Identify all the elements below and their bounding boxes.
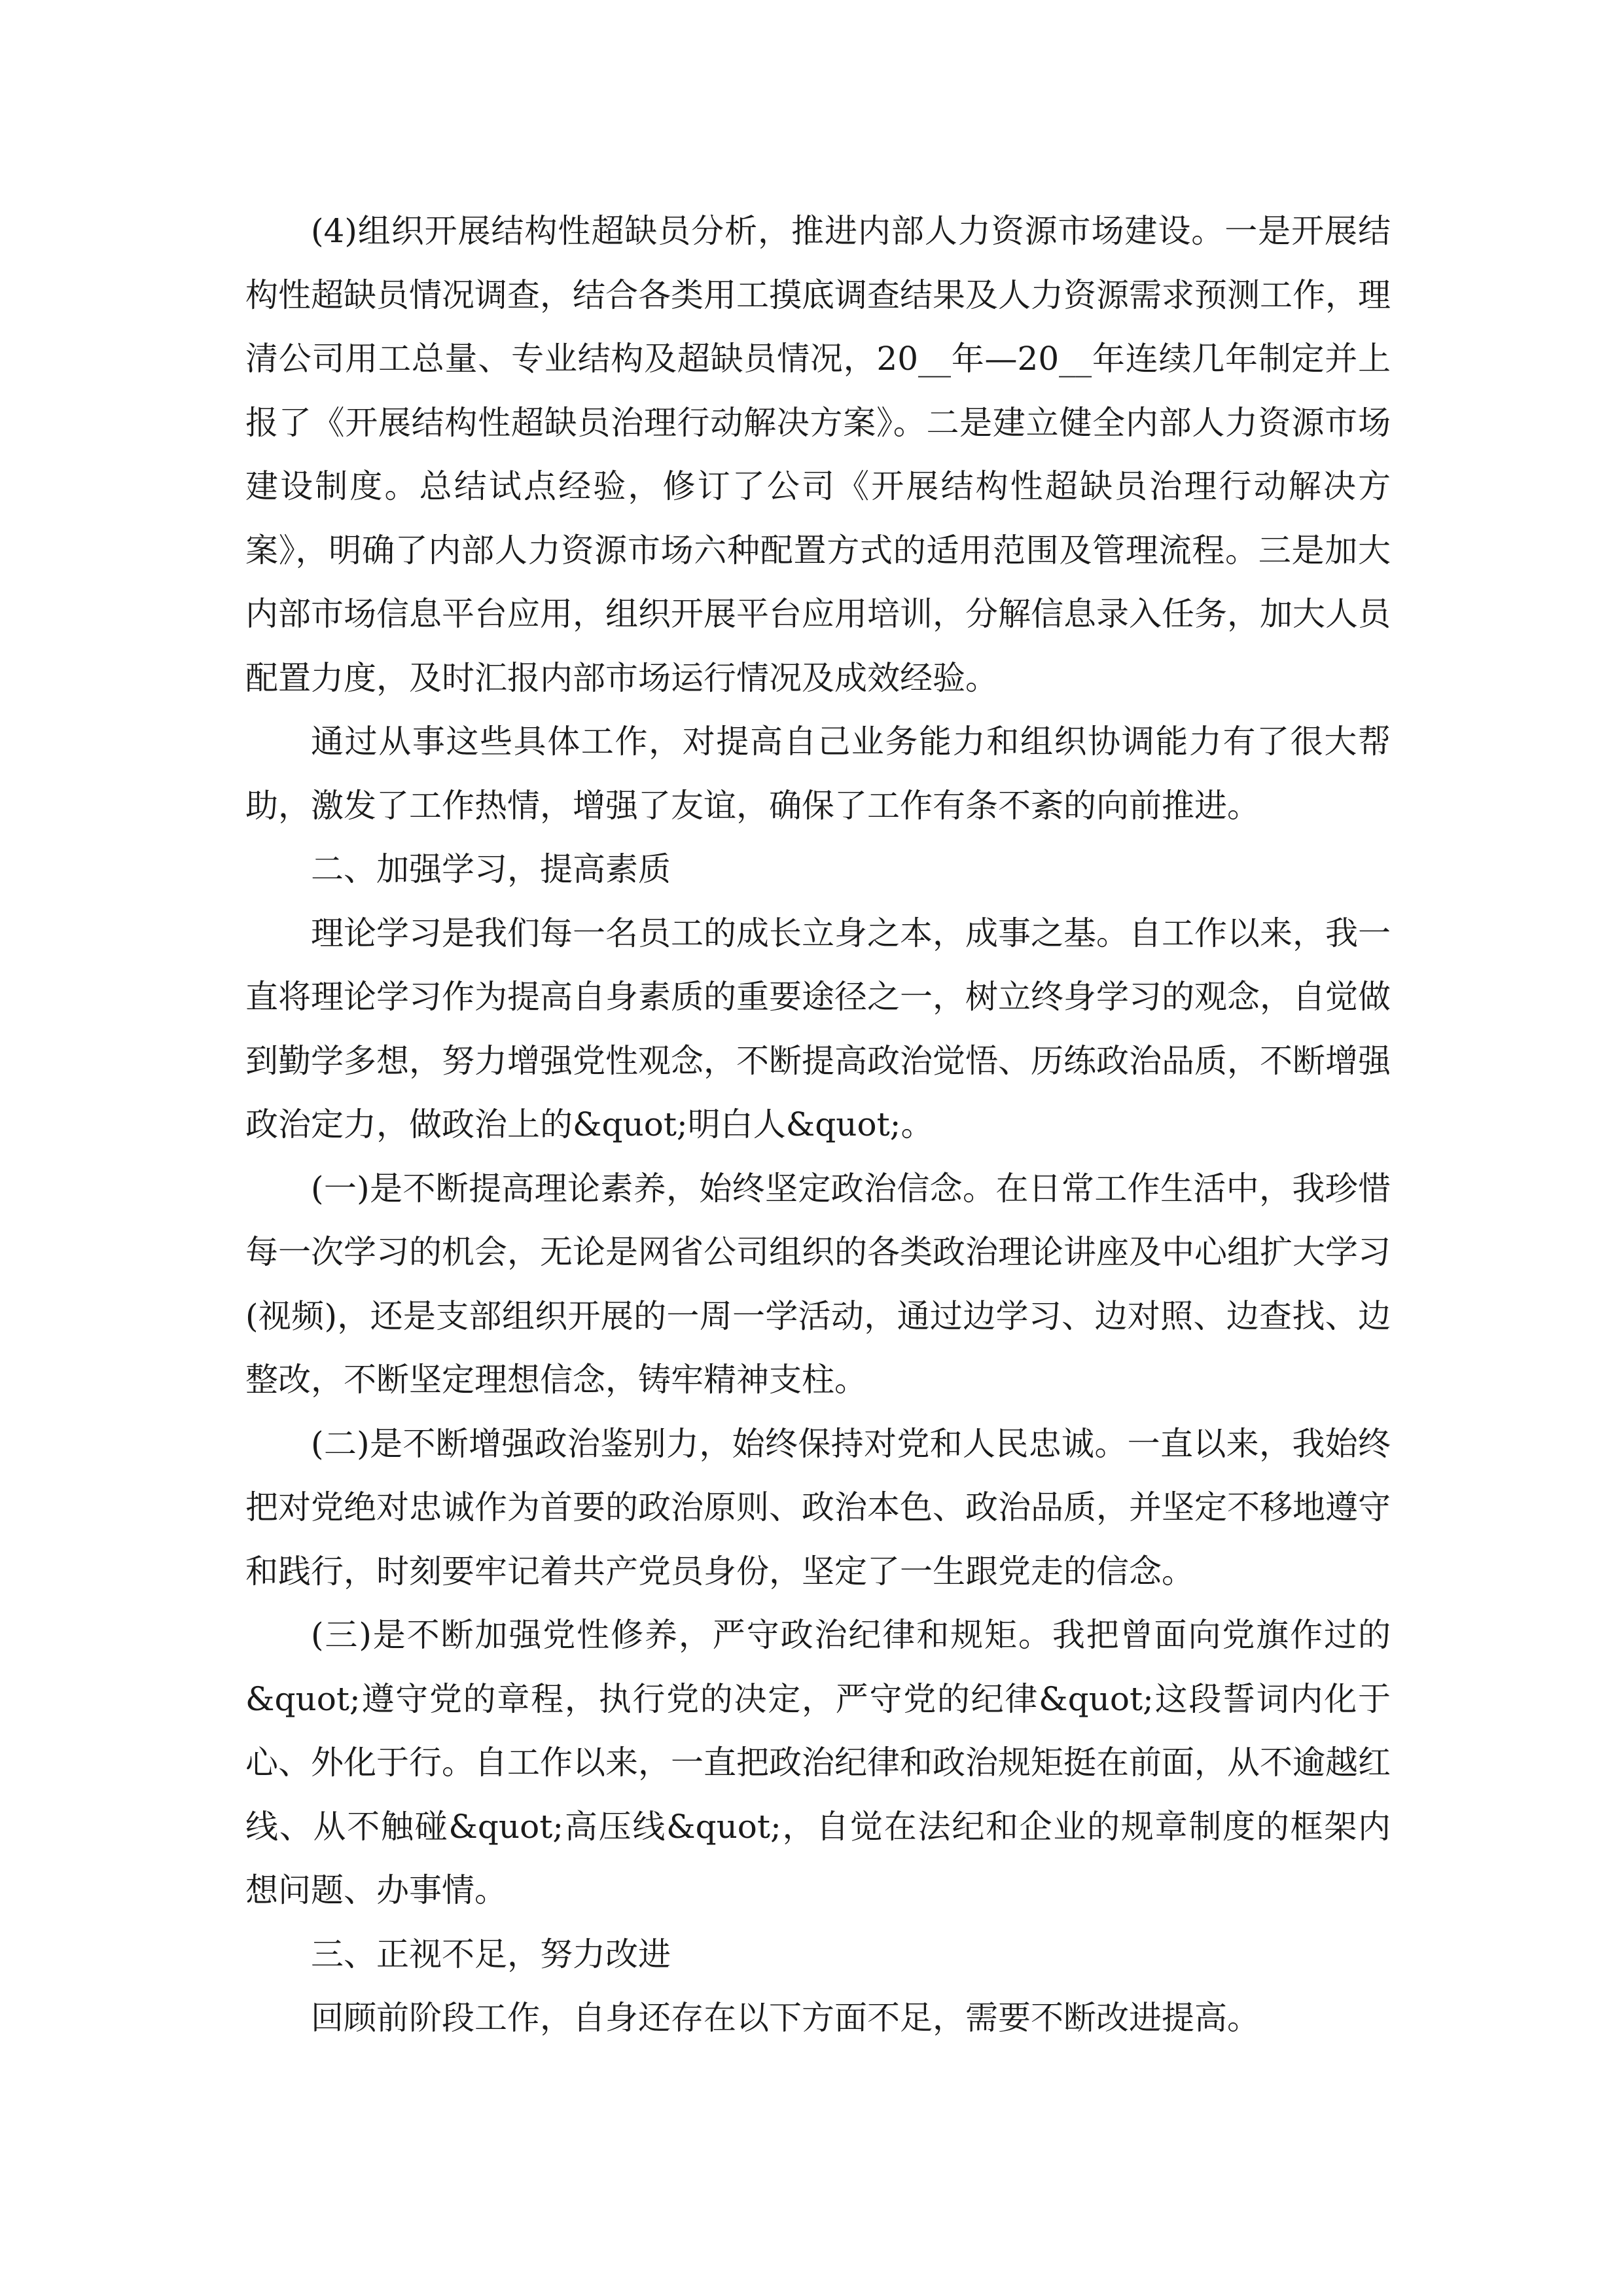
paragraph-party-discipline: (三)是不断加强党性修养，严守政治纪律和规矩。我把曾面向党旗作过的&quot;遵守党的章程，执行党的决定，严守党的纪律&quot;这段誓词内化于心、外化于行。自工作以来，一直把政治纪律和政治规矩挺在前面，从不逾越红线、从不触碰&quot;高压线&quot;，自觉在法纪和企业的规章制度的框架内想问题、办事情。 — [245, 1616, 1391, 1909]
paragraph-political-discernment: (二)是不断增强政治鉴别力，始终保持对党和人民忠诚。一直以来，我始终把对党绝对忠诚作为首要的政治原则、政治本色、政治品质，并坚定不移地遵守和践行，时刻要牢记着共产党员身份，坚定了一生跟党走的信念。 — [245, 1424, 1391, 1590]
paragraph-work-benefits: 通过从事这些具体工作，对提高自己业务能力和组织协调能力有了很大帮助，激发了工作热情，增强了友谊，确保了工作有条不紊的向前推进。 — [245, 723, 1391, 825]
paragraph-theoretical-literacy: (一)是不断提高理论素养，始终坚定政治信念。在日常工作生活中，我珍惜每一次学习的机会，无论是网省公司组织的各类政治理论讲座及中心组扩大学习(视频)，还是支部组织开展的一周一学活动，通过边学习、边对照、边查找、边整改，不断坚定理想信念，铸牢精神支柱。 — [245, 1169, 1391, 1399]
section-heading-shortcomings: 三、正视不足，努力改进 — [311, 1935, 671, 1973]
paragraph-structural-staffing-analysis: (4)组织开展结构性超缺员分析，推进内部人力资源市场建设。一是开展结构性超缺员情况调查，结合各类用工摸底调查结果及人力资源需求预测工作，理清公司用工总量、专业结构及超缺员情况，20__年—20__年连续几年制定并上报了《开展结构性超缺员治理行动解决方案》。二是建立健全内部人力资源市场建设制度。总结试点经验，修订了公司《开展结构性超缺员治理行动解决方案》，明确了内部人力资源市场六种配置方式的适用范围及管理流程。三是加大内部市场信息平台应用，组织开展平台应用培训，分解信息录入任务，加大人员配置力度，及时汇报内部市场运行情况及成效经验。 — [245, 212, 1391, 697]
paragraph-review: 回顾前阶段工作，自身还存在以下方面不足，需要不断改进提高。 — [311, 1999, 1260, 2037]
paragraph-theory-study: 理论学习是我们每一名员工的成长立身之本，成事之基。自工作以来，我一直将理论学习作为提高自身素质的重要途径之一，树立终身学习的观念，自觉做到勤学多想，努力增强党性观念，不断提高政治觉悟、历练政治品质，不断增强政治定力，做政治上的&quot;明白人&quot;。 — [245, 914, 1391, 1143]
document-body — [245, 200, 1391, 2051]
section-heading-study: 二、加强学习，提高素质 — [311, 850, 671, 888]
